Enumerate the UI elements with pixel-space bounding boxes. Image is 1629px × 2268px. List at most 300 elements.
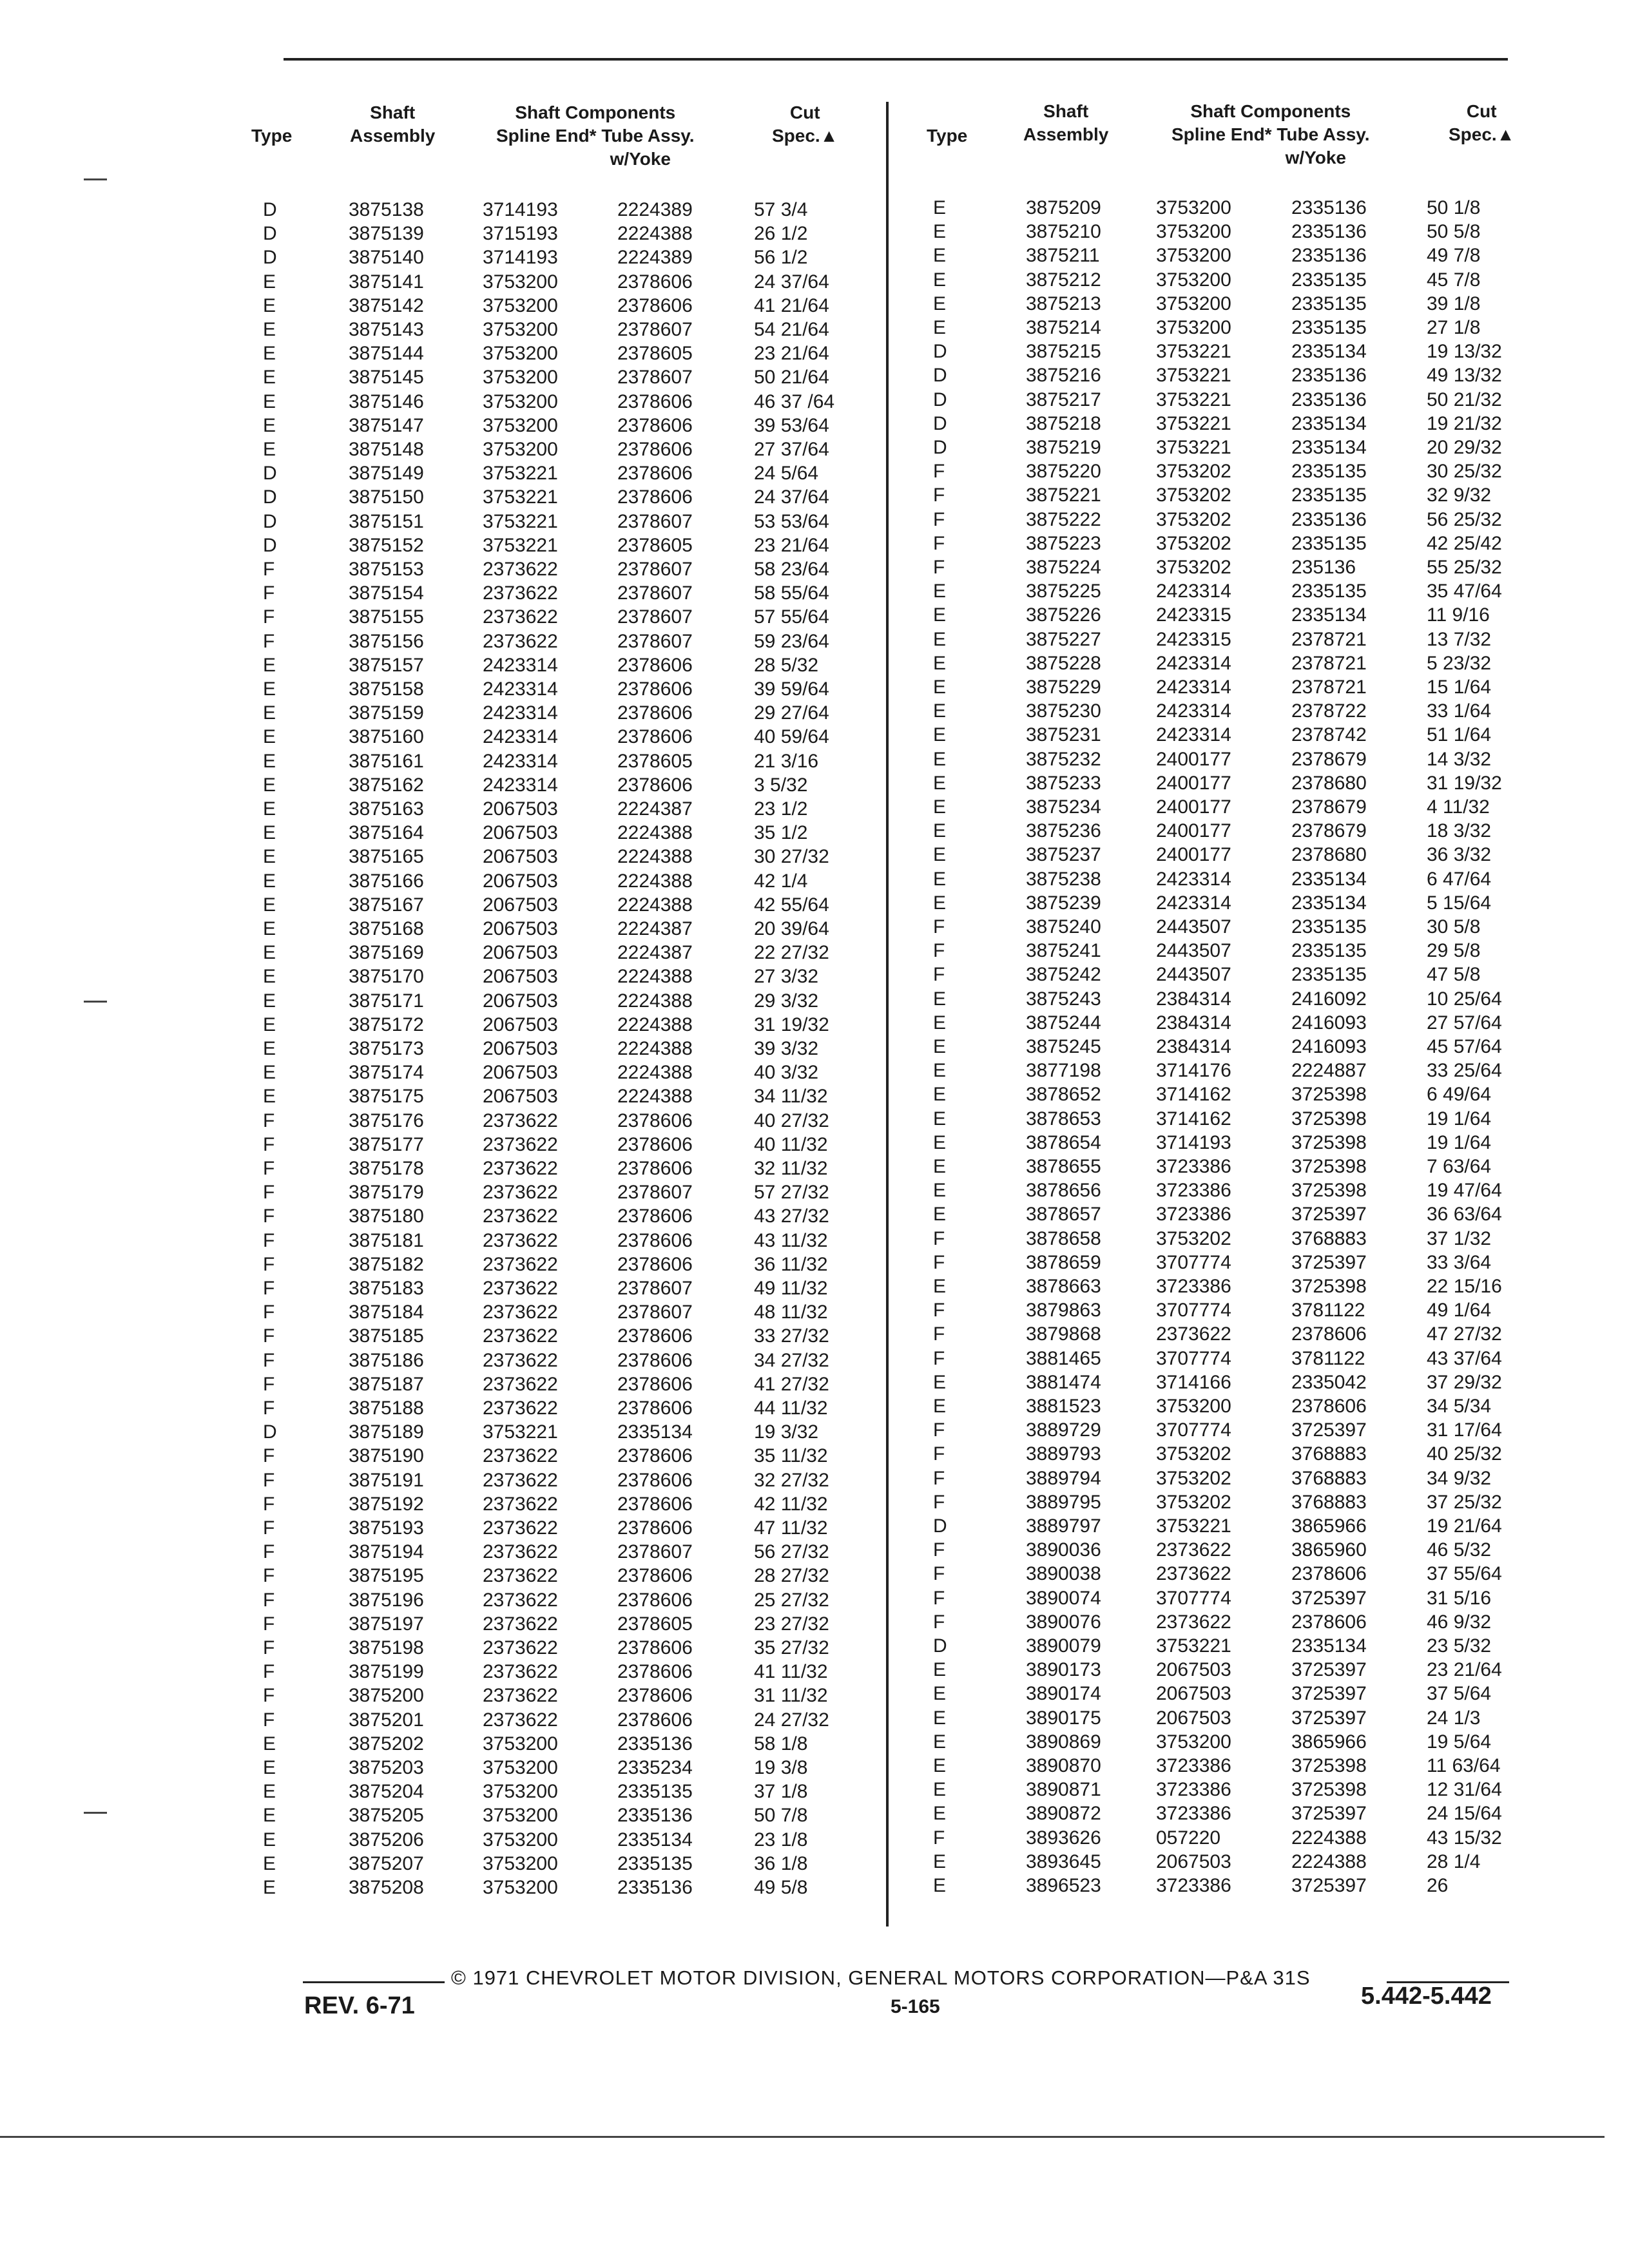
type-cell: E: [933, 1683, 947, 1705]
tube-assy-cell: 2335135: [617, 1852, 693, 1874]
spline-end-cell: 3753202: [1156, 1467, 1231, 1489]
tube-assy-cell: 2378606: [617, 439, 693, 460]
type-cell: E: [933, 748, 947, 770]
shaft-assembly-cell: 3875193: [349, 1517, 424, 1539]
spline-end-cell: 2067503: [483, 1062, 558, 1084]
shaft-assembly-cell: 3875216: [1026, 365, 1101, 387]
cut-spec-cell: 31 19/32: [754, 1014, 829, 1035]
cut-spec-cell: 42 55/64: [754, 894, 829, 916]
cut-spec-cell: 43 11/32: [754, 1229, 828, 1251]
spline-end-cell: 3753202: [1156, 1227, 1231, 1249]
cut-spec-cell: 49 11/32: [754, 1278, 828, 1299]
spline-end-cell: 3753200: [1156, 1731, 1231, 1753]
cut-spec-cell: 6 47/64: [1427, 868, 1492, 890]
type-cell: F: [933, 1611, 945, 1633]
type-cell: F: [263, 1589, 275, 1611]
type-cell: E: [933, 844, 947, 866]
cut-spec-cell: 24 1/3: [1427, 1707, 1481, 1729]
cut-spec-cell: 23 21/64: [754, 343, 829, 365]
shaft-assembly-cell: 3890173: [1026, 1659, 1101, 1681]
type-cell: E: [263, 1757, 276, 1778]
cut-spec-cell: 49 7/8: [1427, 245, 1481, 267]
tube-assy-cell: 2224388: [617, 223, 693, 245]
footer-line-left: [303, 1981, 445, 1983]
type-cell: F: [263, 1565, 275, 1587]
type-cell: E: [933, 269, 947, 291]
spline-end-cell: 2373622: [483, 582, 558, 604]
shaft-assembly-cell: 3875225: [1026, 581, 1101, 602]
shaft-assembly-cell: 3875153: [349, 559, 424, 580]
type-cell: F: [933, 1347, 945, 1369]
type-cell: F: [933, 916, 945, 937]
tube-assy-cell: 2335136: [1291, 389, 1367, 410]
tube-assy-cell: 2378606: [617, 390, 693, 412]
tube-assy-cell: 2378606: [617, 1709, 693, 1731]
tube-assy-cell: 2335135: [1291, 269, 1367, 291]
tube-assy-cell: 2378606: [617, 1445, 693, 1467]
tube-assy-cell: 2378606: [617, 1637, 693, 1658]
type-cell: D: [263, 486, 277, 508]
tube-assy-cell: 2335134: [1291, 412, 1367, 434]
spline-end-cell: 2443507: [1156, 940, 1231, 962]
spline-end-cell: 3753200: [483, 1757, 558, 1778]
type-cell: E: [933, 1396, 947, 1417]
type-cell: E: [263, 654, 276, 676]
cut-spec-cell: 50 21/32: [1427, 389, 1502, 410]
cut-spec-cell: 3 5/32: [754, 774, 808, 796]
cut-spec-cell: 13 7/32: [1427, 628, 1492, 650]
type-cell: F: [263, 1685, 275, 1707]
spline-end-cell: 2373622: [483, 1709, 558, 1731]
type-cell: E: [933, 796, 947, 818]
type-cell: F: [933, 1300, 945, 1321]
spline-end-cell: 3753202: [1156, 485, 1231, 506]
left-header-shaft-assembly: Shaft Assembly: [350, 102, 436, 146]
tube-assy-cell: 2224389: [617, 199, 693, 220]
spline-end-cell: 2373622: [483, 1302, 558, 1323]
cut-spec-cell: 32 9/32: [1427, 485, 1492, 506]
shaft-assembly-cell: 3875202: [349, 1733, 424, 1754]
type-cell: F: [263, 1133, 275, 1155]
spline-end-cell: 2373622: [483, 1229, 558, 1251]
cut-spec-cell: 43 15/32: [1427, 1827, 1502, 1849]
cut-spec-cell: 57 55/64: [754, 606, 829, 628]
type-cell: E: [933, 1204, 947, 1225]
cut-spec-cell: 50 21/64: [754, 367, 829, 389]
spline-end-cell: 2400177: [1156, 820, 1231, 842]
tube-assy-cell: 2378680: [1291, 844, 1367, 866]
type-cell: F: [933, 485, 945, 506]
tube-assy-cell: 2224388: [1291, 1850, 1367, 1872]
shaft-assembly-cell: 3878656: [1026, 1180, 1101, 1202]
cut-spec-cell: 39 1/8: [1427, 293, 1481, 314]
cut-spec-cell: 19 21/64: [1427, 1515, 1502, 1537]
type-cell: E: [263, 1038, 276, 1059]
cut-spec-cell: 5 23/32: [1427, 652, 1492, 674]
shaft-assembly-cell: 3875194: [349, 1541, 424, 1563]
type-cell: F: [263, 630, 275, 652]
spline-end-cell: 2373622: [483, 1206, 558, 1227]
type-cell: F: [263, 1278, 275, 1299]
spline-end-cell: 2067503: [483, 894, 558, 916]
shaft-assembly-cell: 3875173: [349, 1038, 424, 1059]
cut-spec-cell: 40 27/32: [754, 1110, 829, 1131]
spline-end-cell: 3753200: [483, 414, 558, 436]
type-cell: D: [933, 1515, 947, 1537]
tube-assy-cell: 2224387: [617, 918, 693, 939]
type-cell: E: [263, 1062, 276, 1084]
spline-end-cell: 3753221: [483, 463, 558, 485]
spline-end-cell: 3723386: [1156, 1156, 1231, 1177]
spline-end-cell: 2067503: [483, 1014, 558, 1035]
tube-assy-cell: 2378606: [1291, 1396, 1367, 1417]
spline-end-cell: 2373622: [483, 1278, 558, 1299]
cut-spec-cell: 10 25/64: [1427, 988, 1502, 1010]
type-cell: F: [263, 1302, 275, 1323]
shaft-assembly-cell: 3875191: [349, 1469, 424, 1491]
spline-end-cell: 2067503: [483, 870, 558, 892]
type-cell: E: [933, 317, 947, 338]
spline-end-cell: 3753200: [483, 319, 558, 340]
shaft-assembly-cell: 3877198: [1026, 1060, 1101, 1082]
shaft-assembly-cell: 3875139: [349, 223, 424, 245]
type-cell: F: [933, 940, 945, 962]
cut-spec-cell: 24 5/64: [754, 463, 819, 485]
tube-assy-cell: 2378605: [617, 1613, 693, 1635]
shaft-assembly-cell: 3875168: [349, 918, 424, 939]
shaft-assembly-cell: 3890076: [1026, 1611, 1101, 1633]
type-cell: E: [933, 293, 947, 314]
cut-spec-cell: 19 3/8: [754, 1757, 808, 1778]
shaft-assembly-cell: 3875165: [349, 846, 424, 868]
tube-assy-cell: 2378606: [617, 654, 693, 676]
type-cell: E: [933, 1180, 947, 1202]
cut-spec-cell: 33 1/64: [1427, 700, 1492, 722]
cut-spec-cell: 4 11/32: [1427, 796, 1490, 818]
shaft-assembly-cell: 3875182: [349, 1253, 424, 1275]
cut-spec-cell: 58 55/64: [754, 582, 829, 604]
tube-assy-cell: 2335134: [1291, 604, 1367, 626]
cut-spec-cell: 56 1/2: [754, 247, 808, 269]
cut-spec-cell: 37 29/32: [1427, 1371, 1502, 1393]
cut-spec-cell: 50 5/8: [1427, 221, 1481, 243]
tube-assy-cell: 3725398: [1291, 1276, 1367, 1297]
shaft-assembly-cell: 3875242: [1026, 964, 1101, 986]
tube-assy-cell: 3768883: [1291, 1443, 1367, 1465]
type-cell: D: [263, 510, 277, 532]
spline-end-cell: 3753200: [483, 1877, 558, 1898]
shaft-assembly-cell: 3875223: [1026, 532, 1101, 554]
shaft-assembly-cell: 3875154: [349, 582, 424, 604]
type-cell: E: [933, 1755, 947, 1776]
cut-spec-cell: 56 25/32: [1427, 508, 1502, 530]
shaft-assembly-cell: 3875230: [1026, 700, 1101, 722]
spline-end-cell: 2423314: [483, 774, 558, 796]
type-cell: F: [263, 1469, 275, 1491]
cut-spec-cell: 42 25/42: [1427, 532, 1502, 554]
type-cell: E: [933, 1659, 947, 1681]
cut-spec-cell: 23 1/8: [754, 1829, 808, 1850]
shaft-assembly-cell: 3875186: [349, 1349, 424, 1371]
cut-spec-cell: 57 3/4: [754, 199, 808, 220]
cut-spec-cell: 46 9/32: [1427, 1611, 1492, 1633]
type-cell: E: [263, 294, 276, 316]
spline-end-cell: 3753200: [1156, 293, 1231, 314]
tube-assy-cell: 2378606: [617, 1158, 693, 1179]
shaft-assembly-cell: 3890079: [1026, 1635, 1101, 1657]
tube-assy-cell: 2378606: [617, 1589, 693, 1611]
cut-spec-cell: 37 25/32: [1427, 1491, 1502, 1513]
cut-spec-cell: 19 47/64: [1427, 1180, 1502, 1202]
shaft-assembly-cell: 3878655: [1026, 1156, 1101, 1177]
cut-spec-cell: 56 27/32: [754, 1541, 829, 1563]
tube-assy-cell: 2335135: [617, 1781, 693, 1803]
tube-assy-cell: 2335136: [617, 1877, 693, 1898]
type-cell: F: [933, 1251, 945, 1273]
spline-end-cell: 2373622: [483, 630, 558, 652]
tube-assy-cell: 2335135: [1291, 916, 1367, 937]
shaft-assembly-cell: 3875189: [349, 1421, 424, 1443]
shaft-assembly-cell: 3875190: [349, 1445, 424, 1467]
type-cell: E: [933, 1108, 947, 1129]
shaft-assembly-cell: 3875178: [349, 1158, 424, 1179]
type-cell: F: [263, 1373, 275, 1395]
tube-assy-cell: 2378607: [617, 1302, 693, 1323]
tube-assy-cell: 2335136: [1291, 221, 1367, 243]
cut-spec-cell: 39 3/32: [754, 1038, 819, 1059]
cut-spec-cell: 35 27/32: [754, 1637, 829, 1658]
tube-assy-cell: 3725397: [1291, 1419, 1367, 1441]
tube-assy-cell: 3865960: [1291, 1539, 1367, 1561]
page-number: 5-165: [891, 1996, 940, 2017]
shaft-assembly-cell: 3875222: [1026, 508, 1101, 530]
shaft-assembly-cell: 3875210: [1026, 221, 1101, 243]
tube-assy-cell: 2335134: [1291, 437, 1367, 458]
spline-end-cell: 3753200: [483, 1829, 558, 1850]
spline-end-cell: 3753200: [483, 367, 558, 389]
shaft-assembly-cell: 3878657: [1026, 1204, 1101, 1225]
shaft-assembly-cell: 3875226: [1026, 604, 1101, 626]
shaft-assembly-cell: 3889797: [1026, 1515, 1101, 1537]
tube-assy-cell: 2335136: [617, 1733, 693, 1754]
spline-end-cell: 3753200: [1156, 245, 1231, 267]
shaft-assembly-cell: 3875204: [349, 1781, 424, 1803]
spline-end-cell: 2373622: [1156, 1539, 1231, 1561]
tube-assy-cell: 2416093: [1291, 1012, 1367, 1033]
cut-spec-cell: 50 1/8: [1427, 197, 1481, 218]
tube-assy-cell: 2335135: [1291, 293, 1367, 314]
tube-assy-cell: 2378606: [617, 1206, 693, 1227]
cut-spec-cell: 24 37/64: [754, 271, 829, 293]
spline-end-cell: 057220: [1156, 1827, 1221, 1849]
type-cell: F: [933, 461, 945, 483]
tube-assy-cell: 2335136: [617, 1805, 693, 1827]
tube-assy-cell: 2378606: [617, 414, 693, 436]
type-cell: F: [263, 1541, 275, 1563]
spline-end-cell: 3753202: [1156, 461, 1231, 483]
type-cell: E: [933, 1036, 947, 1057]
shaft-assembly-cell: 3875169: [349, 942, 424, 964]
type-cell: E: [933, 581, 947, 602]
spline-end-cell: 3714166: [1156, 1371, 1231, 1393]
shaft-assembly-cell: 3875207: [349, 1852, 424, 1874]
cut-spec-cell: 22 27/32: [754, 942, 829, 964]
type-cell: F: [263, 582, 275, 604]
spline-end-cell: 2373622: [1156, 1611, 1231, 1633]
tube-assy-cell: 2416093: [1291, 1036, 1367, 1057]
type-cell: F: [263, 1206, 275, 1227]
type-cell: F: [933, 532, 945, 554]
tube-assy-cell: 3865966: [1291, 1515, 1367, 1537]
cut-spec-cell: 22 15/16: [1427, 1276, 1502, 1297]
tube-assy-cell: 2378721: [1291, 652, 1367, 674]
type-cell: E: [933, 1156, 947, 1177]
tube-assy-cell: 2378606: [617, 1685, 693, 1707]
spline-end-cell: 2373622: [483, 1373, 558, 1395]
spline-end-cell: 3723386: [1156, 1204, 1231, 1225]
type-cell: E: [933, 1131, 947, 1153]
type-cell: E: [263, 414, 276, 436]
type-cell: F: [933, 557, 945, 578]
shaft-assembly-cell: 3875158: [349, 678, 424, 700]
spline-end-cell: 2373622: [1156, 1563, 1231, 1585]
spline-end-cell: 3753200: [1156, 269, 1231, 291]
cut-spec-cell: 23 1/2: [754, 798, 808, 820]
cut-spec-cell: 29 5/8: [1427, 940, 1481, 962]
type-cell: E: [263, 1733, 276, 1754]
shaft-assembly-cell: 3875218: [1026, 412, 1101, 434]
type-cell: E: [933, 221, 947, 243]
spline-end-cell: 2373622: [483, 1685, 558, 1707]
type-cell: E: [263, 702, 276, 724]
type-cell: F: [263, 1325, 275, 1347]
tube-assy-cell: 2378607: [617, 630, 693, 652]
type-cell: E: [263, 798, 276, 820]
tube-assy-cell: 2378606: [617, 1398, 693, 1419]
type-cell: E: [263, 990, 276, 1012]
shaft-assembly-cell: 3890074: [1026, 1587, 1101, 1609]
tube-assy-cell: 2224388: [617, 966, 693, 988]
cut-spec-cell: 40 11/32: [754, 1133, 828, 1155]
spline-end-cell: 3714193: [1156, 1131, 1231, 1153]
shaft-assembly-cell: 3890871: [1026, 1779, 1101, 1801]
tube-assy-cell: 3725397: [1291, 1251, 1367, 1273]
shaft-assembly-cell: 3875187: [349, 1373, 424, 1395]
type-cell: E: [263, 390, 276, 412]
spline-end-cell: 2423314: [1156, 700, 1231, 722]
spline-end-cell: 3723386: [1156, 1779, 1231, 1801]
shaft-assembly-cell: 3875152: [349, 534, 424, 556]
shaft-assembly-cell: 3875245: [1026, 1036, 1101, 1057]
shaft-assembly-cell: 3875141: [349, 271, 424, 293]
shaft-assembly-cell: 3875162: [349, 774, 424, 796]
spline-end-cell: 2400177: [1156, 844, 1231, 866]
tube-assy-cell: 2378606: [617, 774, 693, 796]
shaft-assembly-cell: 3875232: [1026, 748, 1101, 770]
shaft-assembly-cell: 3875149: [349, 463, 424, 485]
cut-spec-cell: 23 5/32: [1427, 1635, 1492, 1657]
cut-spec-cell: 33 25/64: [1427, 1060, 1502, 1082]
spline-end-cell: 3753221: [1156, 412, 1231, 434]
cut-spec-cell: 39 53/64: [754, 414, 829, 436]
cut-spec-cell: 19 5/64: [1427, 1731, 1492, 1753]
type-cell: F: [933, 964, 945, 986]
shaft-assembly-cell: 3890174: [1026, 1683, 1101, 1705]
type-cell: E: [933, 868, 947, 890]
type-cell: E: [933, 724, 947, 746]
type-cell: E: [263, 846, 276, 868]
type-cell: E: [933, 1084, 947, 1106]
spline-end-cell: 3753200: [1156, 221, 1231, 243]
type-cell: F: [263, 1517, 275, 1539]
type-cell: F: [263, 1182, 275, 1204]
cut-spec-cell: 42 1/4: [754, 870, 808, 892]
type-cell: E: [263, 750, 276, 772]
shaft-assembly-cell: 3875200: [349, 1685, 424, 1707]
spline-end-cell: 2067503: [483, 846, 558, 868]
tube-assy-cell: 2378605: [617, 750, 693, 772]
cut-spec-cell: 45 57/64: [1427, 1036, 1502, 1057]
type-cell: E: [933, 1707, 947, 1729]
shaft-assembly-cell: 3875155: [349, 606, 424, 628]
tube-assy-cell: 2335134: [1291, 1635, 1367, 1657]
cut-spec-cell: 7 63/64: [1427, 1156, 1492, 1177]
spline-end-cell: 2373622: [1156, 1323, 1231, 1345]
tube-assy-cell: 3725397: [1291, 1707, 1367, 1729]
cut-spec-cell: 37 55/64: [1427, 1563, 1502, 1585]
type-cell: E: [263, 870, 276, 892]
cut-spec-cell: 31 5/16: [1427, 1587, 1492, 1609]
tube-assy-cell: 2378607: [617, 510, 693, 532]
spline-end-cell: 3753202: [1156, 1443, 1231, 1465]
shaft-assembly-cell: 3875198: [349, 1637, 424, 1658]
shaft-assembly-cell: 3875184: [349, 1302, 424, 1323]
cut-spec-cell: 24 27/32: [754, 1709, 829, 1731]
tube-assy-cell: 2378607: [617, 606, 693, 628]
tube-assy-cell: 2378606: [617, 726, 693, 748]
spline-end-cell: 3753202: [1156, 1491, 1231, 1513]
tube-assy-cell: 3725398: [1291, 1779, 1367, 1801]
spline-end-cell: 2400177: [1156, 772, 1231, 794]
spline-end-cell: 2423314: [483, 678, 558, 700]
tube-assy-cell: 2335135: [1291, 532, 1367, 554]
cut-spec-cell: 32 27/32: [754, 1469, 829, 1491]
tube-assy-cell: 3725398: [1291, 1108, 1367, 1129]
cut-spec-cell: 29 27/64: [754, 702, 829, 724]
tube-assy-cell: 2224388: [617, 1014, 693, 1035]
cut-spec-cell: 43 37/64: [1427, 1347, 1502, 1369]
shaft-assembly-cell: 3875192: [349, 1493, 424, 1515]
shaft-assembly-cell: 3875197: [349, 1613, 424, 1635]
cut-spec-cell: 51 1/64: [1427, 724, 1492, 746]
tube-assy-cell: 2378606: [1291, 1563, 1367, 1585]
spline-end-cell: 3714162: [1156, 1084, 1231, 1106]
shaft-assembly-cell: 3878659: [1026, 1251, 1101, 1273]
type-cell: F: [933, 508, 945, 530]
cut-spec-cell: 40 59/64: [754, 726, 829, 748]
shaft-assembly-cell: 3875239: [1026, 892, 1101, 914]
shaft-assembly-cell: 3881465: [1026, 1347, 1101, 1369]
tube-assy-cell: 2378606: [617, 1373, 693, 1395]
shaft-assembly-cell: 3875243: [1026, 988, 1101, 1010]
tube-assy-cell: 3725398: [1291, 1755, 1367, 1776]
cut-spec-cell: 33 27/32: [754, 1325, 829, 1347]
shaft-assembly-cell: 3875175: [349, 1086, 424, 1108]
shaft-assembly-cell: 3878663: [1026, 1276, 1101, 1297]
spline-end-cell: 3707774: [1156, 1347, 1231, 1369]
tube-assy-cell: 2224388: [617, 1038, 693, 1059]
tube-assy-cell: 2378606: [617, 463, 693, 485]
